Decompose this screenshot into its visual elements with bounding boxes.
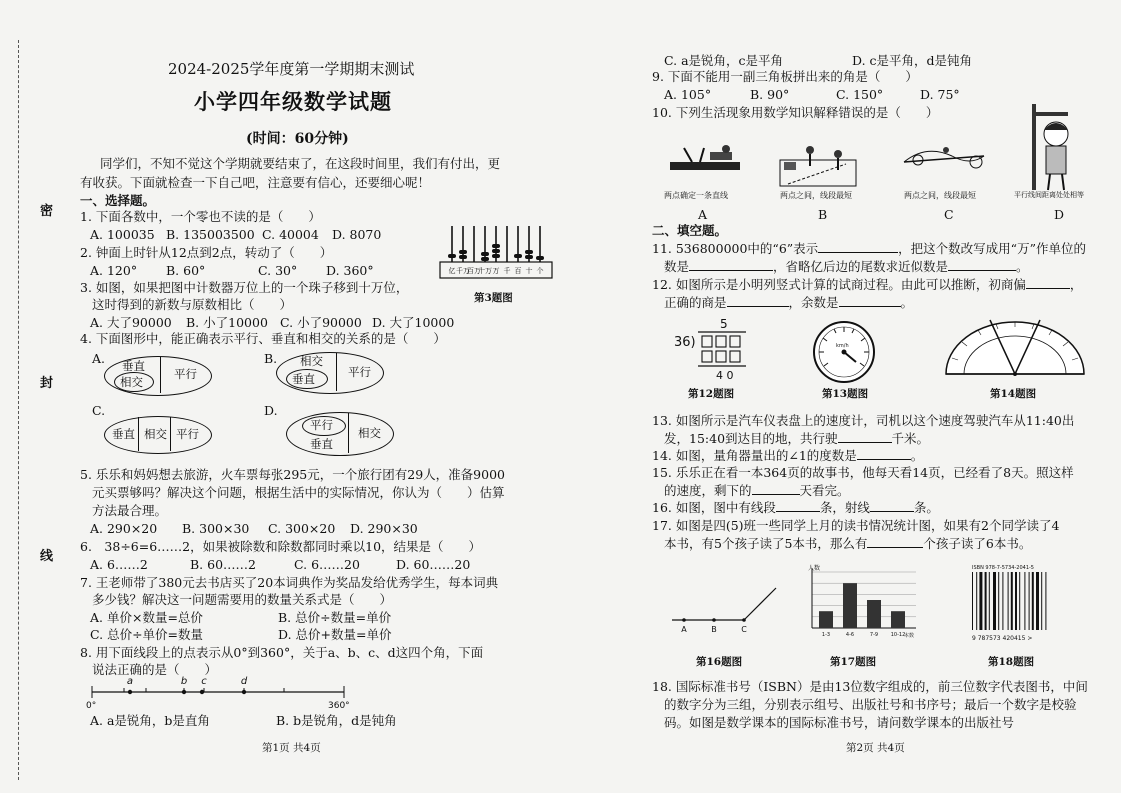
q13-speedometer-figure	[806, 318, 882, 384]
q9-option-b: B. 90°	[750, 87, 790, 102]
abacus-label-1: 亿	[448, 267, 456, 275]
q4-b-label-2: 垂直	[292, 372, 315, 386]
q4-letter-b: B.	[264, 351, 278, 366]
q4-letter-c: C.	[92, 403, 106, 418]
q6-option-c: C. 6……20	[294, 557, 360, 572]
q12-quotient: 5	[720, 317, 728, 331]
q7-option-a: A. 单价×数量=总价	[90, 610, 203, 625]
q18-isbn-bottom: 9 787573 420415 >	[972, 635, 1033, 642]
q16-line-1	[652, 499, 939, 516]
q17-figure-caption: 第17题图	[830, 656, 877, 668]
abacus-figure	[436, 222, 556, 288]
q8-option-b: B. b是锐角，d是钝角	[276, 713, 397, 728]
q15-text-2: 天看完。	[799, 483, 850, 498]
q12-division-figure	[672, 316, 752, 382]
q2-option-b: B. 60°	[166, 263, 206, 278]
q4-c-label-1: 垂直	[112, 427, 135, 441]
q12-remainder: 4 0	[716, 369, 734, 382]
seal-char-1: 密	[40, 204, 54, 219]
q17-category-2: 4-6	[845, 632, 855, 638]
q16-point-b: B	[711, 625, 717, 634]
q4-b-label-3: 平行	[348, 365, 371, 379]
q10-caption-c: 两点之间，线段最短	[904, 191, 976, 200]
q4-letter-a: A.	[92, 351, 106, 366]
section-2-heading: 二、填空题。	[652, 223, 728, 238]
q5-line-1: 5. 乐乐和妈妈想去旅游，火车票每张295元，一个旅行团有29人，准备9000	[80, 467, 505, 482]
q10-caption-b: 两点之间，线段最短	[780, 191, 852, 200]
abacus-label-8: 十	[525, 267, 533, 275]
q1-option-a: A. 100035	[90, 227, 155, 242]
q17-line-2	[664, 535, 1031, 552]
q11-blank-3[interactable]	[948, 258, 1016, 271]
q14-protractor-figure	[940, 318, 1090, 380]
q13-blank-1[interactable]	[838, 430, 892, 443]
q4-d-label-2: 垂直	[310, 437, 333, 451]
q11-line-1	[652, 240, 1086, 257]
q10-letter-b: B	[818, 207, 828, 222]
q12-text-4: ，余数是	[788, 295, 839, 310]
q5-line-2: 元买票够吗？解决这个问题，根据生活中的实际情况，你认为（ ）估算	[92, 485, 505, 500]
q11-text-4: ，省略亿后边的尾数求近似数是	[773, 259, 949, 274]
abacus-label-2: 千万	[456, 267, 470, 275]
q11-text-3: 数是	[664, 259, 690, 274]
abacus-label-3: 百万	[467, 267, 481, 275]
q8-point-a: a	[126, 676, 134, 687]
q11-blank-1[interactable]	[818, 240, 898, 253]
barcode-bar	[976, 572, 977, 630]
abacus-label-6: 千	[503, 267, 511, 275]
q6-stem: 6. 38÷6=6……2，如果被除数和除数都同时乘以10，结果是（ ）	[80, 539, 482, 554]
q17-category-3: 7-9	[869, 632, 879, 638]
q6-option-d: D. 60……20	[396, 557, 471, 572]
q4-letter-d: D.	[264, 403, 278, 418]
q13-text-1: 发，15:40到达目的地，共行驶	[664, 431, 838, 446]
q2-option-a: A. 120°	[90, 263, 138, 278]
q10-caption-a: 两点确定一条直线	[664, 191, 728, 200]
barcode-bar	[993, 572, 996, 630]
barcode-bar	[1036, 572, 1039, 630]
q16-line-figure	[668, 582, 780, 638]
q4-c-divider-2	[170, 417, 171, 451]
left-page-footer: 第1页 共4页	[262, 742, 321, 754]
q12-line-2	[664, 294, 913, 311]
section-1-heading: 一、选择题。	[80, 193, 156, 208]
barcode-bar	[1015, 572, 1017, 630]
q4-a-label-1: 垂直	[122, 359, 145, 373]
q18-line-3: 码。如图是数学课本的国际标准书号，请问数学课本的出版社号	[664, 715, 1015, 730]
q14-text-2: 。	[910, 448, 924, 463]
q17-bar-4	[891, 611, 905, 628]
q16-point-c: C	[741, 625, 747, 634]
q17-x-label: 本数	[904, 633, 915, 639]
q11-text-2: ，把这个数改写成用“万”作单位的	[898, 241, 1086, 256]
q8-option-d: D. c是平角，d是钝角	[852, 53, 973, 68]
q7-option-c: C. 总价÷单价=数量	[90, 627, 204, 642]
q5-option-a: A. 290×20	[90, 521, 158, 536]
q17-y-label: 人数	[808, 565, 821, 572]
q1-option-b: B. 135003500	[166, 227, 255, 242]
q13-line-2	[664, 430, 929, 447]
q17-bar-1	[819, 611, 833, 628]
q15-line-1: 15. 乐乐正在看一本364页的故事书，他每天看14页，已经看了8天。照这样	[652, 465, 1074, 480]
q3-line-1: 3. 如图，如果把图中计数器万位上的一个珠子移到十万位，	[80, 280, 409, 295]
q10-stem: 10. 下列生活现象用数学知识解释错误的是（ ）	[652, 105, 939, 120]
q9-option-d: D. 75°	[920, 87, 960, 102]
q15-line-2	[664, 482, 850, 499]
q8-point-c: c	[201, 676, 207, 687]
seal-char-3: 线	[40, 549, 54, 564]
barcode-bar	[1019, 572, 1020, 630]
barcode-bar	[972, 572, 973, 630]
q3-figure-caption: 第3题图	[474, 292, 513, 304]
q17-bar-2	[843, 583, 857, 628]
q12-text-2: ，	[1069, 277, 1083, 292]
q11-text-1: 11. 536800000中的“6”表示	[652, 241, 819, 256]
right-page-footer: 第2页 共4页	[846, 742, 905, 754]
q3-option-b: B. 小了10000	[186, 315, 268, 330]
q8-axis-start: 0°	[86, 701, 97, 711]
q16-blank-1[interactable]	[776, 499, 820, 512]
q5-option-d: D. 290×30	[350, 521, 418, 536]
abacus-label-9: 个	[536, 267, 544, 275]
q8-line-2: 说法正确的是（ ）	[92, 662, 218, 677]
exam-title: 2024-2025学年度第一学期期末测试	[168, 60, 415, 78]
q4-c-divider-1	[138, 417, 139, 451]
q4-b-label-1: 相交	[300, 354, 323, 368]
q5-line-3: 方法最合理。	[92, 503, 168, 518]
q4-d-label-1: 平行	[310, 418, 333, 432]
q9-option-c: C. 150°	[836, 87, 884, 102]
seal-char-2: 封	[40, 376, 54, 391]
q8-point-d: d	[240, 676, 248, 687]
q14-figure-caption: 第14题图	[990, 388, 1037, 400]
q11-blank-2[interactable]	[689, 258, 773, 271]
q10-illustration-d	[1026, 100, 1082, 194]
intro-line-2: 有收获。下面就检查一下自己吧，注意要有信心，还要细心呢！	[80, 175, 431, 190]
q10-caption-d: 平行线间距离处处相等	[1014, 191, 1084, 199]
q4-c-label-2: 相交	[144, 427, 167, 441]
q4-d-divider	[348, 413, 349, 453]
q16-text-3: 条。	[913, 500, 939, 515]
abacus-label-4: 十万	[478, 267, 492, 275]
barcode-bar	[1045, 572, 1046, 630]
q5-option-c: C. 300×20	[268, 521, 336, 536]
q13-text-2: 千米。	[891, 431, 930, 446]
intro-line-1: 同学们，不知不觉这个学期就要结束了，在这段时间里，我们有付出，更	[100, 156, 501, 171]
q12-blank-2[interactable]	[727, 294, 789, 307]
q1-option-c: C. 40004	[262, 227, 319, 242]
barcode-bar	[985, 572, 987, 630]
q12-blank-3[interactable]	[839, 294, 901, 307]
q18-barcode-figure	[958, 562, 1078, 642]
barcode-bar	[1032, 572, 1034, 630]
barcode-bar	[1024, 572, 1025, 630]
abacus-label-7: 百	[514, 267, 522, 275]
q12-divisor: 36)	[674, 335, 696, 350]
q12-line-1	[652, 276, 1082, 293]
barcode-bar	[1008, 572, 1009, 630]
q3-option-d: D. 大了10000	[372, 315, 455, 330]
q10-letter-a: A	[698, 207, 708, 222]
barcode-bar	[979, 572, 982, 630]
q13-line-1: 13. 如图所示是汽车仪表盘上的速度计，司机以这个速度驾驶汽车从11:40出	[652, 413, 1075, 428]
q2-option-d: D. 360°	[326, 263, 374, 278]
q17-text-2: 个孩子读了6本书。	[923, 536, 1032, 551]
q17-blank-1[interactable]	[867, 535, 923, 548]
abacus-label-5: 万	[492, 267, 500, 275]
q17-bar-chart	[798, 562, 924, 642]
q17-category-4: 10-12	[890, 632, 906, 638]
q16-figure-caption: 第16题图	[696, 656, 743, 668]
q5-option-b: B. 300×30	[182, 521, 250, 536]
q3-line-2: 这时得到的新数与原数相比（ ）	[92, 297, 293, 312]
q9-stem: 9. 下面不能用一副三角板拼出来的角是（ ）	[652, 69, 918, 84]
q4-c-label-3: 平行	[176, 427, 199, 441]
q16-text-2: 条，射线	[819, 500, 870, 515]
q8-axis-end: 360°	[328, 701, 350, 711]
q6-option-b: B. 60……2	[190, 557, 256, 572]
q6-option-a: A. 6……2	[90, 557, 148, 572]
q7-option-b: B. 总价÷数量=单价	[278, 610, 392, 625]
q18-isbn-top: ISBN 978-7-5734-2041-5	[972, 565, 1034, 571]
q17-line-1: 17. 如图是四(5)班一些同学上月的读书情况统计图，如果有2个同学读了4	[652, 518, 1060, 533]
q4-d-label-3: 相交	[358, 426, 381, 440]
q12-text-1: 12. 如图所示是小明列竖式计算的试商过程。由此可以推断，初商偏	[652, 277, 1026, 292]
q1-option-d: D. 8070	[332, 227, 382, 242]
q14-blank-1[interactable]	[857, 447, 911, 460]
q15-blank-1[interactable]	[752, 482, 800, 495]
q4-a-label-3: 平行	[174, 367, 197, 381]
q18-line-1: 18. 国际标准书号（ISBN）是由13位数字组成的，前三位数字代表图书，中间	[652, 679, 1088, 694]
q8-point-b: b	[180, 676, 188, 687]
q4-b-divider	[336, 353, 337, 391]
q3-option-a: A. 大了90000	[90, 315, 172, 330]
barcode-bar	[998, 572, 999, 630]
q11-line-2	[664, 258, 1029, 275]
q15-text-1: 的速度，剩下的	[664, 483, 752, 498]
q17-category-1: 1-3	[821, 632, 831, 638]
binding-line	[18, 40, 19, 780]
q10-illustration-c	[896, 140, 992, 190]
q1-stem: 1. 下面各数中，一个零也不读的是（ ）	[80, 209, 321, 224]
exam-duration: (时间：60分钟)	[246, 131, 349, 147]
q17-bar-3	[867, 600, 881, 628]
q9-option-a: A. 105°	[664, 87, 712, 102]
q14-text-1: 14. 如图，量角器量出的∠1的度数是	[652, 448, 857, 463]
q10-letter-c: C	[944, 207, 954, 222]
q7-line-2: 多少钱？解决这一问题需要用的数量关系式是（ ）	[92, 592, 393, 607]
q11-text-5: 。	[1016, 259, 1029, 274]
q8-option-c: C. a是锐角，c是平角	[664, 53, 784, 68]
q4-stem: 4. 下面图形中，能正确表示平行、垂直和相交的关系的是（ ）	[80, 331, 446, 346]
q13-speed-unit: km/h	[836, 343, 849, 349]
q18-line-2: 的数字分为三组，分别表示组号、出版社号和书序号；最后一个数字是校验	[664, 697, 1077, 712]
q8-line-1: 8. 用下面线段上的点表示从0°到360°，关于a、b、c、d这四个角，下面	[80, 645, 484, 660]
q2-stem: 2. 钟面上时针从12点到2点，转动了（ ）	[80, 245, 333, 260]
q3-option-c: C. 小了90000	[280, 315, 362, 330]
q4-a-divider	[160, 357, 161, 393]
q16-text-1: 16. 如图，图中有线段	[652, 500, 776, 515]
barcode-bar	[1041, 572, 1042, 630]
q10-illustration-a	[664, 140, 748, 190]
q16-point-a: A	[681, 625, 687, 634]
q13-figure-caption: 第13题图	[822, 388, 869, 400]
q7-option-d: D. 总价+数量=单价	[278, 627, 392, 642]
q7-line-1: 7. 王老师带了380元去书店买了20本词典作为奖品发给优秀学生，每本词典	[80, 575, 499, 590]
q12-text-3: 正确的商是	[664, 295, 727, 310]
barcode-bar	[1029, 572, 1030, 630]
q8-degree-line	[84, 672, 374, 712]
q18-figure-caption: 第18题图	[988, 656, 1035, 668]
q14-line-1	[652, 447, 923, 464]
q17-text-1: 本书，有5个孩子读了5本书，那么有	[664, 536, 868, 551]
barcode-bar	[1002, 572, 1003, 630]
q12-blank-1[interactable]	[1026, 276, 1070, 289]
q4-a-label-2: 相交	[120, 375, 143, 389]
q10-illustration-b	[772, 140, 862, 192]
q8-option-a: A. a是锐角，b是直角	[90, 713, 210, 728]
q16-blank-2[interactable]	[870, 499, 914, 512]
q2-option-c: C. 30°	[258, 263, 298, 278]
barcode-bar	[989, 572, 990, 630]
subject-title: 小学四年级数学试题	[194, 89, 392, 114]
q12-figure-caption: 第12题图	[688, 388, 735, 400]
barcode-bar	[1011, 572, 1013, 630]
q12-text-5: 。	[900, 295, 914, 310]
q10-letter-d: D	[1054, 207, 1065, 222]
